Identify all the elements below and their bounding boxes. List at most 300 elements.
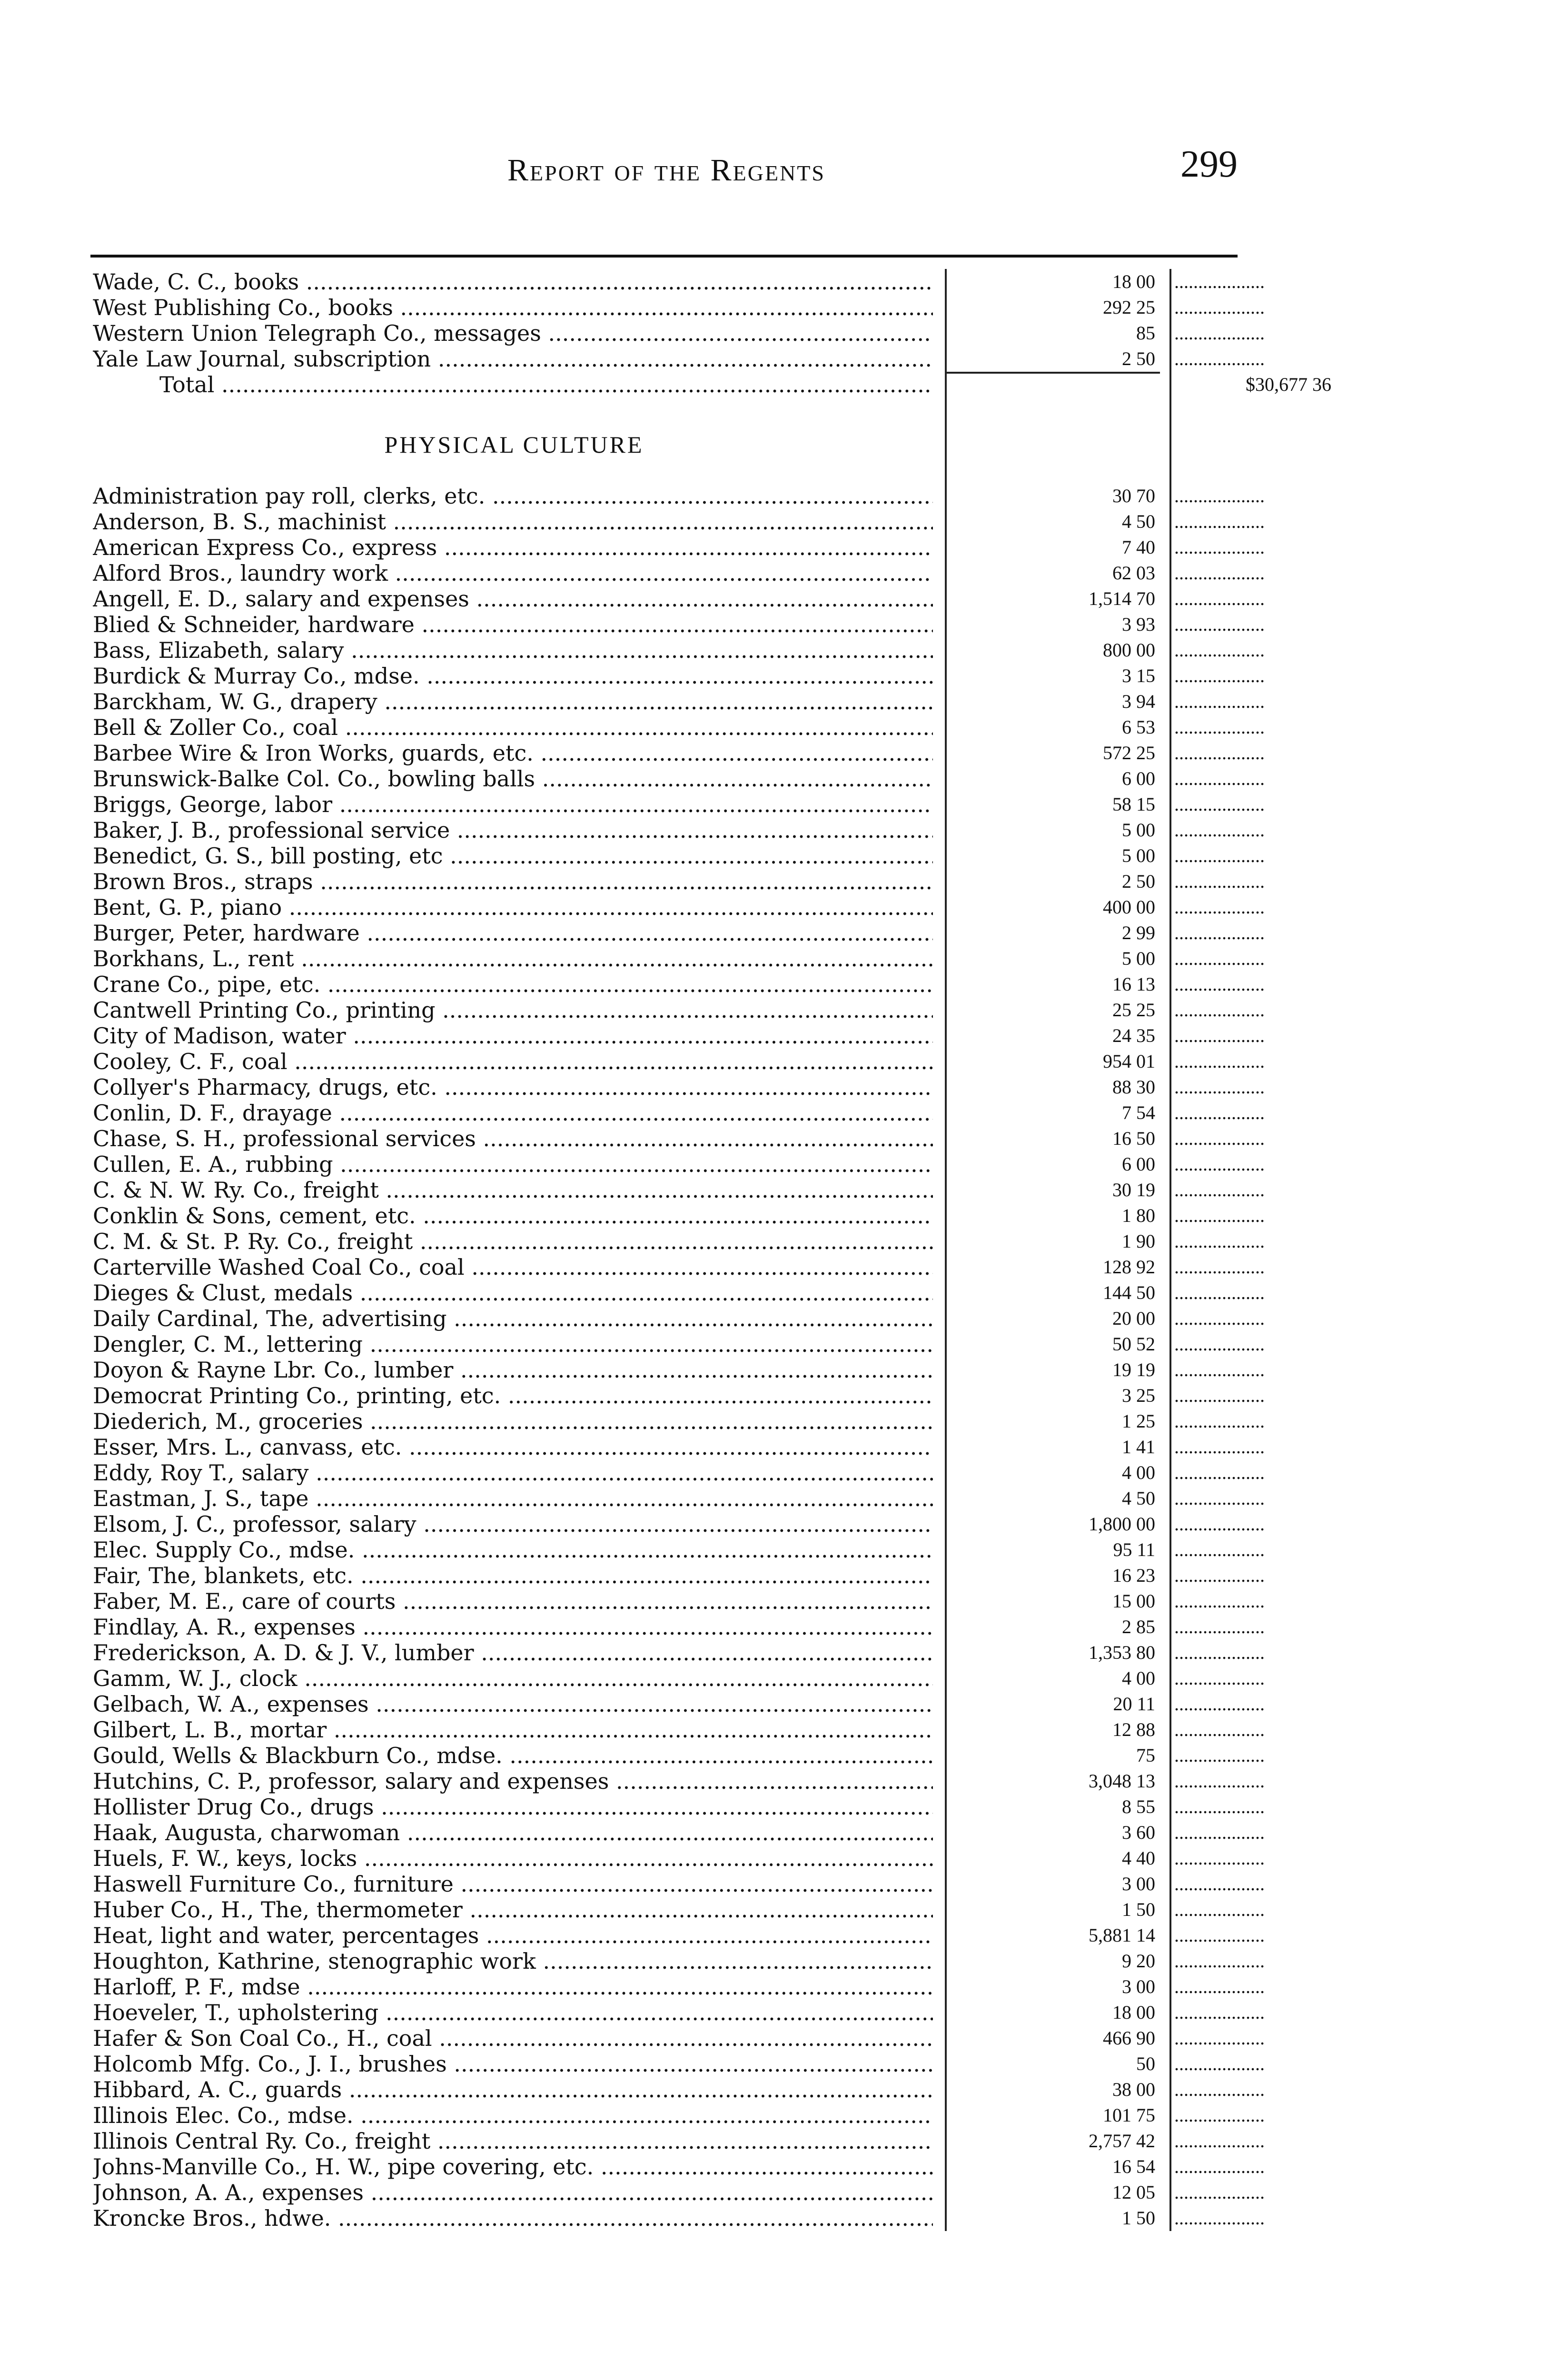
payee-description: Johns-Manville Co., H. W., pipe covering, etc. ..... bbox=[93, 2154, 933, 2180]
payee-description: Eddy, Roy T., salary ..... bbox=[93, 1460, 933, 1486]
amount-cell: 20 00 bbox=[945, 1306, 1160, 1331]
amount-cell: 5 00 bbox=[945, 946, 1160, 972]
amount-cell: 12 05 bbox=[945, 2180, 1160, 2205]
payee-description: City of Madison, water ..... bbox=[93, 1023, 933, 1049]
amount-cell: 2 50 bbox=[945, 869, 1160, 894]
total-column-leader bbox=[1169, 1897, 1265, 1923]
total-column-leader bbox=[1169, 1306, 1265, 1331]
section-amount-spacer bbox=[945, 397, 1160, 483]
payee-description: Alford Bros., laundry work ..... bbox=[93, 560, 933, 586]
ledger-row bbox=[93, 1768, 1254, 1794]
payee-description: Heat, light and water, percentages ..... bbox=[93, 1923, 933, 1948]
total-column-leader bbox=[1169, 295, 1265, 320]
payee-description: Burger, Peter, hardware ..... bbox=[93, 920, 933, 946]
total-column-leader bbox=[1169, 560, 1265, 586]
ledger-row bbox=[93, 1974, 1254, 2000]
amount-cell: 3 00 bbox=[945, 1871, 1160, 1897]
payee-description: Holcomb Mfg. Co., J. I., brushes ..... bbox=[93, 2051, 933, 2077]
total-column-leader bbox=[1169, 1614, 1265, 1640]
ledger-row bbox=[93, 1897, 1254, 1923]
payee-description: Hollister Drug Co., drugs ..... bbox=[93, 1794, 933, 1820]
total-column-leader bbox=[1169, 946, 1265, 972]
amount-cell: 1 90 bbox=[945, 1229, 1160, 1254]
amount-cell: 16 54 bbox=[945, 2154, 1160, 2180]
amount-cell: 1 50 bbox=[945, 1897, 1160, 1923]
ledger-row bbox=[93, 1871, 1254, 1897]
amount-cell: 5 00 bbox=[945, 817, 1160, 843]
ledger-row bbox=[93, 946, 1254, 972]
ledger-row bbox=[93, 560, 1254, 586]
total-column-leader bbox=[1169, 1074, 1265, 1100]
total-column-leader bbox=[1169, 2102, 1265, 2128]
amount-cell: 6 53 bbox=[945, 714, 1160, 740]
ledger-row bbox=[93, 740, 1254, 766]
total-column-leader bbox=[1169, 792, 1265, 817]
amount-cell: 1,353 80 bbox=[945, 1640, 1160, 1666]
payee-description: Benedict, G. S., bill posting, etc ..... bbox=[93, 843, 933, 869]
total-column-leader bbox=[1169, 714, 1265, 740]
ledger-row bbox=[93, 2025, 1254, 2051]
section-heading: PHYSICAL CULTURE bbox=[384, 431, 644, 458]
amount-cell: 75 bbox=[945, 1743, 1160, 1768]
payee-description: Houghton, Kathrine, stenographic work ..... bbox=[93, 1948, 933, 1974]
ledger-row bbox=[93, 2077, 1254, 2102]
payee-description: Hutchins, C. P., professor, salary and expenses ..... bbox=[93, 1768, 933, 1794]
physical-culture-entries bbox=[93, 483, 1254, 2231]
ledger-row bbox=[93, 1923, 1254, 1948]
payee-description: Brown Bros., straps ..... bbox=[93, 869, 933, 894]
ledger-row bbox=[93, 2180, 1254, 2205]
amount-cell: 292 25 bbox=[945, 295, 1160, 320]
ledger-row bbox=[93, 972, 1254, 997]
amount-cell: 20 11 bbox=[945, 1691, 1160, 1717]
total-column-leader bbox=[1169, 1537, 1265, 1563]
amount-cell: 25 25 bbox=[945, 997, 1160, 1023]
payee-description: Bent, G. P., piano ..... bbox=[93, 894, 933, 920]
ledger-row bbox=[93, 1563, 1254, 1588]
ledger-row bbox=[93, 817, 1254, 843]
payee-description: Kroncke Bros., hdwe. ..... bbox=[93, 2205, 933, 2231]
section-row bbox=[93, 397, 1254, 483]
amount-cell: 1,514 70 bbox=[945, 586, 1160, 612]
amount-cell: 128 92 bbox=[945, 1254, 1160, 1280]
ledger-row bbox=[93, 869, 1254, 894]
ledger-row bbox=[93, 1126, 1254, 1151]
total-column-leader bbox=[1169, 894, 1265, 920]
ledger-row bbox=[93, 483, 1254, 509]
total-column-leader bbox=[1169, 1794, 1265, 1820]
ledger-row bbox=[93, 2102, 1254, 2128]
payee-description: Harloff, P. F., mdse ..... bbox=[93, 1974, 933, 2000]
ledger-row bbox=[93, 1331, 1254, 1357]
total-column-leader bbox=[1169, 740, 1265, 766]
total-column-leader bbox=[1169, 1049, 1265, 1074]
ledger-row bbox=[93, 792, 1254, 817]
total-column-leader bbox=[1169, 1691, 1265, 1717]
total-column-leader bbox=[1169, 346, 1265, 372]
amount-cell: 30 19 bbox=[945, 1177, 1160, 1203]
payee-description: Briggs, George, labor ..... bbox=[93, 792, 933, 817]
total-column-leader bbox=[1169, 1126, 1265, 1151]
total-column-leader bbox=[1169, 997, 1265, 1023]
ledger-row bbox=[93, 1717, 1254, 1743]
ledger-row bbox=[93, 1614, 1254, 1640]
ledger-row bbox=[93, 1280, 1254, 1306]
total-column-leader bbox=[1169, 1871, 1265, 1897]
amount-cell: 3 60 bbox=[945, 1820, 1160, 1845]
ledger-row bbox=[93, 1100, 1254, 1126]
payee-description: Esser, Mrs. L., canvass, etc. ..... bbox=[93, 1434, 933, 1460]
payee-description: Crane Co., pipe, etc. ..... bbox=[93, 972, 933, 997]
payee-description: West Publishing Co., books ..... bbox=[93, 295, 933, 320]
amount-cell: 24 35 bbox=[945, 1023, 1160, 1049]
amount-cell: 2,757 42 bbox=[945, 2128, 1160, 2154]
payee-description: Gelbach, W. A., expenses ..... bbox=[93, 1691, 933, 1717]
payee-description: Democrat Printing Co., printing, etc. ..... bbox=[93, 1383, 933, 1408]
amount-cell: 6 00 bbox=[945, 1151, 1160, 1177]
total-column-leader bbox=[1169, 1254, 1265, 1280]
total-column-leader bbox=[1169, 637, 1265, 663]
ledger-row bbox=[93, 1434, 1254, 1460]
amount-cell: 3 93 bbox=[945, 612, 1160, 637]
total-column-leader bbox=[1169, 1974, 1265, 2000]
ledger-row bbox=[93, 1229, 1254, 1254]
total-column-leader bbox=[1169, 612, 1265, 637]
total-column-leader bbox=[1169, 1717, 1265, 1743]
amount-cell: 9 20 bbox=[945, 1948, 1160, 1974]
ledger-row bbox=[93, 1203, 1254, 1229]
total-column-leader bbox=[1169, 2000, 1265, 2025]
total-column-leader bbox=[1169, 1640, 1265, 1666]
total-column-leader bbox=[1169, 920, 1265, 946]
amount-cell: 4 00 bbox=[945, 1460, 1160, 1486]
total-column-leader bbox=[1169, 1768, 1265, 1794]
payee-description: Findlay, A. R., expenses ..... bbox=[93, 1614, 933, 1640]
ledger-row bbox=[93, 295, 1254, 320]
amount-cell: 3 94 bbox=[945, 689, 1160, 714]
payee-description: Baker, J. B., professional service ..... bbox=[93, 817, 933, 843]
ledger-row bbox=[93, 1691, 1254, 1717]
ledger-row bbox=[93, 612, 1254, 637]
payee-description: Hoeveler, T., upholstering ..... bbox=[93, 2000, 933, 2025]
payee-description: Huber Co., H., The, thermometer ..... bbox=[93, 1897, 933, 1923]
total-column-leader bbox=[1169, 2051, 1265, 2077]
ledger-row bbox=[93, 2128, 1254, 2154]
total-column-leader bbox=[1169, 2205, 1265, 2231]
total-column-leader bbox=[1169, 1434, 1265, 1460]
payee-description: Frederickson, A. D. & J. V., lumber ..... bbox=[93, 1640, 933, 1666]
total-column-leader bbox=[1169, 1383, 1265, 1408]
ledger-row bbox=[93, 1357, 1254, 1383]
payee-description: Western Union Telegraph Co., messages ..... bbox=[93, 320, 933, 346]
payee-description: Johnson, A. A., expenses ..... bbox=[93, 2180, 933, 2205]
amount-cell: 18 00 bbox=[945, 2000, 1160, 2025]
amount-cell: 38 00 bbox=[945, 2077, 1160, 2102]
ledger-row bbox=[93, 1743, 1254, 1768]
ledger-row bbox=[93, 2051, 1254, 2077]
payee-description: C. & N. W. Ry. Co., freight ..... bbox=[93, 1177, 933, 1203]
ledger-row bbox=[93, 843, 1254, 869]
payee-description: Gilbert, L. B., mortar ..... bbox=[93, 1717, 933, 1743]
amount-cell: 1 25 bbox=[945, 1408, 1160, 1434]
ledger-row bbox=[93, 1511, 1254, 1537]
running-head: Report of the Regents bbox=[507, 153, 825, 188]
payee-description: Conklin & Sons, cement, etc. ..... bbox=[93, 1203, 933, 1229]
payee-description: Elsom, J. C., professor, salary ..... bbox=[93, 1511, 933, 1537]
payee-description: Borkhans, L., rent ..... bbox=[93, 946, 933, 972]
amount-cell: 16 13 bbox=[945, 972, 1160, 997]
ledger-row bbox=[93, 689, 1254, 714]
total-column-leader bbox=[1169, 1666, 1265, 1691]
total-column-leader bbox=[1169, 1408, 1265, 1434]
amount-cell: 88 30 bbox=[945, 1074, 1160, 1100]
amount-cell: 4 40 bbox=[945, 1845, 1160, 1871]
ledger-row bbox=[93, 894, 1254, 920]
ledger-row bbox=[93, 509, 1254, 535]
amount-cell: 3 25 bbox=[945, 1383, 1160, 1408]
amount-cell: 1 50 bbox=[945, 2205, 1160, 2231]
payee-description: Illinois Central Ry. Co., freight ..... bbox=[93, 2128, 933, 2154]
ledger-row bbox=[93, 586, 1254, 612]
amount-cell: 4 50 bbox=[945, 1486, 1160, 1511]
payee-description: Daily Cardinal, The, advertising ..... bbox=[93, 1306, 933, 1331]
amount-cell: 4 50 bbox=[945, 509, 1160, 535]
payee-description: Illinois Elec. Co., mdse. ..... bbox=[93, 2102, 933, 2128]
ledger-row bbox=[93, 766, 1254, 792]
amount-cell: 144 50 bbox=[945, 1280, 1160, 1306]
total-column-leader bbox=[1169, 869, 1265, 894]
payee-description: C. M. & St. P. Ry. Co., freight ..... bbox=[93, 1229, 933, 1254]
total-column-leader bbox=[1169, 1820, 1265, 1845]
payee-description: Cullen, E. A., rubbing ..... bbox=[93, 1151, 933, 1177]
payee-description: Administration pay roll, clerks, etc. ..... bbox=[93, 483, 933, 509]
amount-cell: 2 85 bbox=[945, 1614, 1160, 1640]
ledger-row bbox=[93, 1537, 1254, 1563]
total-column-leader bbox=[1169, 1923, 1265, 1948]
amount-cell: 85 bbox=[945, 320, 1160, 346]
amount-cell: 1,800 00 bbox=[945, 1511, 1160, 1537]
payee-description: Diederich, M., groceries ..... bbox=[93, 1408, 933, 1434]
ledger-row bbox=[93, 269, 1254, 295]
payee-description: Burdick & Murray Co., mdse. ..... bbox=[93, 663, 933, 689]
payee-description: Carterville Washed Coal Co., coal ..... bbox=[93, 1254, 933, 1280]
ledger-row bbox=[93, 1845, 1254, 1871]
payee-description: Yale Law Journal, subscription ..... bbox=[93, 346, 933, 372]
total-row bbox=[93, 372, 1331, 397]
amount-cell: 572 25 bbox=[945, 740, 1160, 766]
amount-cell: 2 50 bbox=[945, 346, 1160, 372]
ledger-row bbox=[93, 1049, 1254, 1074]
total-column-leader bbox=[1169, 1280, 1265, 1306]
total-column-leader bbox=[1169, 1743, 1265, 1768]
ledger-row bbox=[93, 1794, 1254, 1820]
total-column-leader bbox=[1169, 2077, 1265, 2102]
ledger-row bbox=[93, 1666, 1254, 1691]
ledger-row bbox=[93, 1460, 1254, 1486]
ledger-row bbox=[93, 1306, 1254, 1331]
ledger-row bbox=[93, 997, 1254, 1023]
payee-description: Hibbard, A. C., guards ..... bbox=[93, 2077, 933, 2102]
payee-description: Cantwell Printing Co., printing ..... bbox=[93, 997, 933, 1023]
amount-cell: 1 80 bbox=[945, 1203, 1160, 1229]
total-column-leader bbox=[1169, 1845, 1265, 1871]
amount-cell: 800 00 bbox=[945, 637, 1160, 663]
total-column-leader bbox=[1169, 509, 1265, 535]
amount-cell: 7 54 bbox=[945, 1100, 1160, 1126]
payee-description: Huels, F. W., keys, locks ..... bbox=[93, 1845, 933, 1871]
amount-cell: 16 23 bbox=[945, 1563, 1160, 1588]
total-value: $30,677 36 bbox=[1169, 372, 1331, 397]
payee-description: Faber, M. E., care of courts ..... bbox=[93, 1588, 933, 1614]
amount-cell: 3 15 bbox=[945, 663, 1160, 689]
payee-description: Barckham, W. G., drapery ..... bbox=[93, 689, 933, 714]
amount-cell: 19 19 bbox=[945, 1357, 1160, 1383]
payee-description: Fair, The, blankets, etc. ..... bbox=[93, 1563, 933, 1588]
amount-cell: 7 40 bbox=[945, 535, 1160, 560]
total-column-leader bbox=[1169, 817, 1265, 843]
amount-cell: 12 88 bbox=[945, 1717, 1160, 1743]
ledger-row bbox=[93, 2154, 1254, 2180]
total-amount-cell bbox=[945, 372, 1160, 397]
payee-description: Bass, Elizabeth, salary ..... bbox=[93, 637, 933, 663]
amount-cell: 15 00 bbox=[945, 1588, 1160, 1614]
ledger-row bbox=[93, 1948, 1254, 1974]
total-column-leader bbox=[1169, 766, 1265, 792]
total-column-leader bbox=[1169, 1357, 1265, 1383]
ledger-row bbox=[93, 1254, 1254, 1280]
total-label: Total ..... bbox=[93, 372, 933, 397]
total-column-leader bbox=[1169, 1100, 1265, 1126]
amount-cell: 18 00 bbox=[945, 269, 1160, 295]
payee-description: Dengler, C. M., lettering ..... bbox=[93, 1331, 933, 1357]
ledger-row bbox=[93, 320, 1254, 346]
ledger-table bbox=[93, 269, 1331, 2231]
amount-cell: 62 03 bbox=[945, 560, 1160, 586]
payee-description: Anderson, B. S., machinist ..... bbox=[93, 509, 933, 535]
ledger-row bbox=[93, 1177, 1254, 1203]
payee-description: Conlin, D. F., drayage ..... bbox=[93, 1100, 933, 1126]
ledger-row bbox=[93, 1408, 1254, 1434]
ledger-row bbox=[93, 1588, 1254, 1614]
header-rule bbox=[90, 255, 1238, 258]
payee-description: Elec. Supply Co., mdse. ..... bbox=[93, 1537, 933, 1563]
payee-description: Gould, Wells & Blackburn Co., mdse. ..... bbox=[93, 1743, 933, 1768]
total-column-leader bbox=[1169, 586, 1265, 612]
ledger-row bbox=[93, 535, 1254, 560]
total-column-leader bbox=[1169, 320, 1265, 346]
total-column-leader bbox=[1169, 1563, 1265, 1588]
payee-description: Collyer's Pharmacy, drugs, etc. ..... bbox=[93, 1074, 933, 1100]
total-column-leader bbox=[1169, 663, 1265, 689]
ledger-row bbox=[93, 1640, 1254, 1666]
payee-description: Dieges & Clust, medals ..... bbox=[93, 1280, 933, 1306]
ledger-row bbox=[93, 2205, 1254, 2231]
ledger-row bbox=[93, 1023, 1254, 1049]
total-column-leader bbox=[1169, 2025, 1265, 2051]
section-total-spacer bbox=[1169, 397, 1265, 483]
total-column-leader bbox=[1169, 1203, 1265, 1229]
payee-description: Angell, E. D., salary and expenses ..... bbox=[93, 586, 933, 612]
amount-cell: 16 50 bbox=[945, 1126, 1160, 1151]
page-number: 299 bbox=[1180, 143, 1238, 185]
ledger-row bbox=[93, 1074, 1254, 1100]
amount-cell: 400 00 bbox=[945, 894, 1160, 920]
payee-description: Blied & Schneider, hardware ..... bbox=[93, 612, 933, 637]
ledger-row bbox=[93, 2000, 1254, 2025]
amount-cell: 50 bbox=[945, 2051, 1160, 2077]
ledger-row bbox=[93, 346, 1254, 372]
payee-description: Barbee Wire & Iron Works, guards, etc. ..... bbox=[93, 740, 933, 766]
payee-description: Eastman, J. S., tape ..... bbox=[93, 1486, 933, 1511]
total-column-leader bbox=[1169, 2128, 1265, 2154]
amount-cell: 5,881 14 bbox=[945, 1923, 1160, 1948]
payee-description: Brunswick-Balke Col. Co., bowling balls ..... bbox=[93, 766, 933, 792]
total-column-leader bbox=[1169, 269, 1265, 295]
ledger-row bbox=[93, 663, 1254, 689]
total-column-leader bbox=[1169, 843, 1265, 869]
payee-description: Gamm, W. J., clock ..... bbox=[93, 1666, 933, 1691]
amount-cell: 466 90 bbox=[945, 2025, 1160, 2051]
payee-description: Hafer & Son Coal Co., H., coal ..... bbox=[93, 2025, 933, 2051]
ledger-row bbox=[93, 920, 1254, 946]
total-column-leader bbox=[1169, 1229, 1265, 1254]
total-column-leader bbox=[1169, 483, 1265, 509]
total-column-leader bbox=[1169, 2180, 1265, 2205]
total-column-leader bbox=[1169, 1177, 1265, 1203]
payee-description: Doyon & Rayne Lbr. Co., lumber ..... bbox=[93, 1357, 933, 1383]
amount-cell: 1 41 bbox=[945, 1434, 1160, 1460]
ledger-row bbox=[93, 1820, 1254, 1845]
payee-description: Wade, C. C., books ..... bbox=[93, 269, 933, 295]
total-column-leader bbox=[1169, 972, 1265, 997]
amount-cell: 30 70 bbox=[945, 483, 1160, 509]
amount-cell: 3 00 bbox=[945, 1974, 1160, 2000]
amount-cell: 8 55 bbox=[945, 1794, 1160, 1820]
amount-cell: 954 01 bbox=[945, 1049, 1160, 1074]
amount-cell: 95 11 bbox=[945, 1537, 1160, 1563]
payee-description: Chase, S. H., professional services ..... bbox=[93, 1126, 933, 1151]
amount-cell: 6 00 bbox=[945, 766, 1160, 792]
total-column-leader bbox=[1169, 689, 1265, 714]
amount-cell: 58 15 bbox=[945, 792, 1160, 817]
total-column-leader bbox=[1169, 1511, 1265, 1537]
amount-cell: 3,048 13 bbox=[945, 1768, 1160, 1794]
top-entries bbox=[93, 269, 1254, 372]
amount-cell: 5 00 bbox=[945, 843, 1160, 869]
total-column-leader bbox=[1169, 1486, 1265, 1511]
total-column-leader bbox=[1169, 1331, 1265, 1357]
total-column-leader bbox=[1169, 1023, 1265, 1049]
total-column-leader bbox=[1169, 535, 1265, 560]
payee-description: Cooley, C. F., coal ..... bbox=[93, 1049, 933, 1074]
total-column-leader bbox=[1169, 1588, 1265, 1614]
amount-cell: 2 99 bbox=[945, 920, 1160, 946]
total-column-leader bbox=[1169, 1151, 1265, 1177]
ledger-row bbox=[93, 1383, 1254, 1408]
amount-cell: 101 75 bbox=[945, 2102, 1160, 2128]
payee-description: Haswell Furniture Co., furniture ..... bbox=[93, 1871, 933, 1897]
total-column-leader bbox=[1169, 1460, 1265, 1486]
ledger-row bbox=[93, 637, 1254, 663]
ledger-row bbox=[93, 1151, 1254, 1177]
ledger-row bbox=[93, 1486, 1254, 1511]
total-column-leader bbox=[1169, 1948, 1265, 1974]
payee-description: Bell & Zoller Co., coal ..... bbox=[93, 714, 933, 740]
payee-description: Haak, Augusta, charwoman ..... bbox=[93, 1820, 933, 1845]
amount-cell: 50 52 bbox=[945, 1331, 1160, 1357]
ledger-row bbox=[93, 714, 1254, 740]
payee-description: American Express Co., express ..... bbox=[93, 535, 933, 560]
